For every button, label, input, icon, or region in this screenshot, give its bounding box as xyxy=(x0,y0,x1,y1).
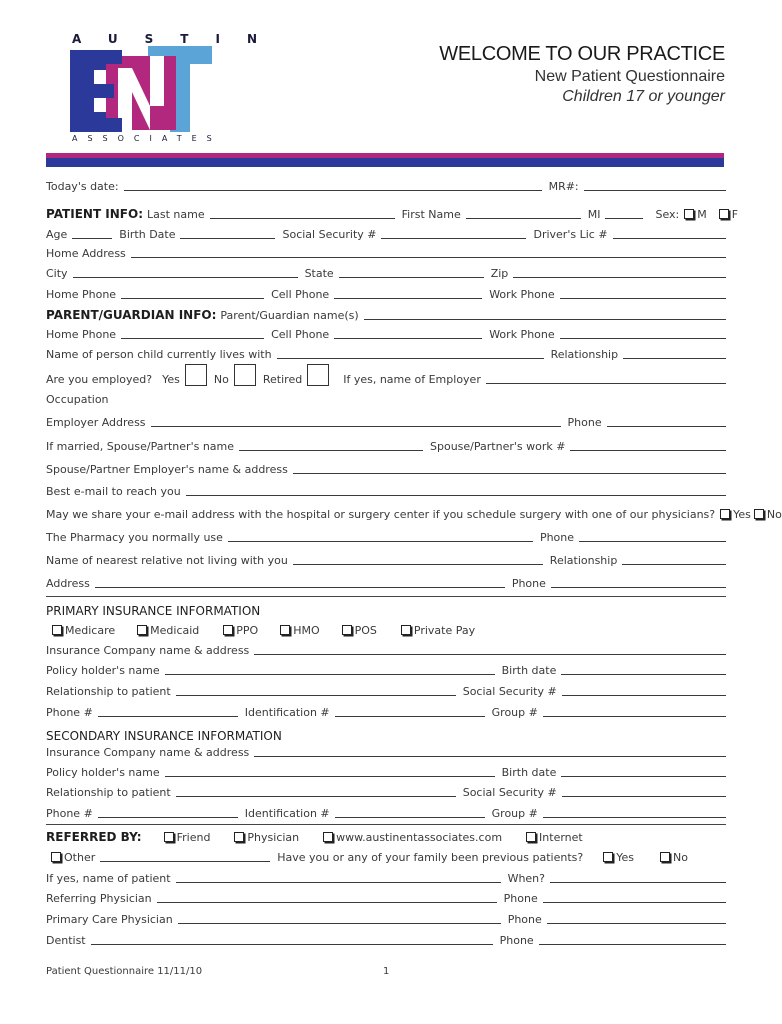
row-primary-head xyxy=(46,603,726,618)
secondary-company-field[interactable] xyxy=(254,755,726,757)
row-primary-company xyxy=(46,642,726,657)
employer-phone-label: Phone xyxy=(567,416,602,429)
secondary-ssn-label: Social Security # xyxy=(462,786,557,799)
row-share-email xyxy=(46,506,782,521)
primary-ssn-field[interactable] xyxy=(562,694,726,696)
previous-no-checkbox[interactable] xyxy=(660,852,670,862)
lives-with-field[interactable] xyxy=(277,357,544,359)
secondary-holder-label: Policy holder's name xyxy=(46,766,160,779)
relative-relationship-label: Relationship xyxy=(549,554,618,567)
pcp-field[interactable] xyxy=(178,922,501,924)
logo-top-text: AUSTIN xyxy=(72,32,284,46)
spouse-employer-field[interactable] xyxy=(293,472,726,474)
cell-phone-field[interactable] xyxy=(334,297,482,299)
primary-phone-field[interactable] xyxy=(98,715,238,717)
drivers-lic-field[interactable] xyxy=(613,237,726,239)
row-primary-relationship xyxy=(46,683,726,698)
email-field[interactable] xyxy=(186,494,726,496)
guardian-home-phone-field[interactable] xyxy=(121,337,264,339)
plan-medicaid-checkbox[interactable] xyxy=(137,625,147,635)
row-pharmacy xyxy=(46,529,726,544)
relative-address-label: Address xyxy=(46,577,90,590)
row-guardian-phones xyxy=(46,326,726,341)
guardian-work-phone-field[interactable] xyxy=(560,337,726,339)
employer-name-label: If yes, name of Employer xyxy=(343,373,481,386)
referred-other-field[interactable] xyxy=(100,860,270,862)
pcp-phone-field[interactable] xyxy=(547,922,726,924)
referring-physician-field[interactable] xyxy=(157,901,497,903)
zip-label: Zip xyxy=(490,267,509,280)
last-name-field[interactable] xyxy=(210,217,395,219)
sex-label: Sex: xyxy=(655,208,680,221)
plan-private-pay-checkbox[interactable] xyxy=(401,625,411,635)
relationship-field[interactable] xyxy=(623,357,726,359)
header-divider-bar xyxy=(46,153,724,167)
home-address-label: Home Address xyxy=(46,247,126,260)
previous-yes-checkbox[interactable] xyxy=(603,852,613,862)
header-titles xyxy=(439,43,725,106)
row-employed xyxy=(46,364,726,386)
work-phone-field[interactable] xyxy=(560,297,726,299)
home-phone-label: Home Phone xyxy=(46,288,117,301)
previous-yes-label: Yes xyxy=(616,851,634,864)
sex-m-checkbox[interactable] xyxy=(684,209,694,219)
city-label: City xyxy=(46,267,68,280)
when-field[interactable] xyxy=(550,881,726,883)
cell-phone-label: Cell Phone xyxy=(271,288,330,301)
row-primary-holder xyxy=(46,662,726,677)
primary-ident-field[interactable] xyxy=(335,715,485,717)
guardian-names-field[interactable] xyxy=(364,318,726,320)
previous-no-label: No xyxy=(672,851,688,864)
relationship-label: Relationship xyxy=(550,348,619,361)
sex-f-checkbox[interactable] xyxy=(719,209,729,219)
row-secondary-company xyxy=(46,744,726,759)
row-primary-phone xyxy=(46,704,726,719)
pcp-phone-label: Phone xyxy=(507,913,542,926)
referred-other-label: Other xyxy=(64,851,96,864)
guardian-names-label: Parent/Guardian name(s) xyxy=(220,309,359,322)
primary-relationship-label: Relationship to patient xyxy=(46,685,171,698)
email-label: Best e-mail to reach you xyxy=(46,485,181,498)
sex-m-label: M xyxy=(697,208,707,221)
primary-ssn-label: Social Security # xyxy=(462,685,557,698)
footer-doc-id: Patient Questionnaire 11/11/10 xyxy=(46,966,203,977)
share-email-yes-checkbox[interactable] xyxy=(720,509,730,519)
employed-retired-box[interactable] xyxy=(307,364,329,386)
referred-website-checkbox[interactable] xyxy=(323,832,333,842)
guardian-cell-phone-field[interactable] xyxy=(334,337,482,339)
mr-field[interactable] xyxy=(584,189,726,191)
share-email-no-label: No xyxy=(766,508,782,521)
secondary-birth-date-label: Birth date xyxy=(501,766,557,779)
primary-relationship-field[interactable] xyxy=(176,694,456,696)
practice-logo xyxy=(62,28,284,148)
mr-label: MR#: xyxy=(548,180,579,193)
row-pcp xyxy=(46,911,726,926)
primary-ident-label: Identification # xyxy=(244,706,330,719)
dentist-field[interactable] xyxy=(91,943,493,945)
spouse-name-label: If married, Spouse/Partner's name xyxy=(46,440,235,453)
row-home-address xyxy=(46,245,726,260)
primary-holder-label: Policy holder's name xyxy=(46,664,160,677)
work-phone-label: Work Phone xyxy=(489,288,555,301)
relative-phone-field[interactable] xyxy=(551,586,726,588)
occupation-label: Occupation xyxy=(46,393,109,406)
secondary-holder-field[interactable] xyxy=(165,775,495,777)
row-relative-address xyxy=(46,575,726,590)
employer-phone-field[interactable] xyxy=(607,425,726,427)
row-email xyxy=(46,483,726,498)
page-title: WELCOME TO OUR PRACTICE xyxy=(439,43,725,65)
page-subtitle: New Patient Questionnaire xyxy=(534,68,725,85)
relative-label: Name of nearest relative not living with you xyxy=(46,554,288,567)
employed-yes-label: Yes xyxy=(162,373,180,386)
state-field[interactable] xyxy=(339,276,484,278)
prev-patient-label: If yes, name of patient xyxy=(46,872,171,885)
employed-no-label: No xyxy=(213,373,229,386)
pharmacy-phone-label: Phone xyxy=(539,531,575,544)
primary-company-field[interactable] xyxy=(254,653,726,655)
row-spouse xyxy=(46,438,726,453)
dentist-label: Dentist xyxy=(46,934,86,947)
todays-date-field[interactable] xyxy=(124,189,542,191)
spouse-work-field[interactable] xyxy=(570,449,726,451)
secondary-phone-field[interactable] xyxy=(98,816,238,818)
employer-address-field[interactable] xyxy=(151,425,561,427)
plan-hmo-label: HMO xyxy=(293,624,320,637)
row-secondary-relationship xyxy=(46,784,726,799)
relative-phone-label: Phone xyxy=(511,577,546,590)
page-number: 1 xyxy=(383,966,390,977)
row-patient-name xyxy=(46,206,739,221)
row-prev-patient xyxy=(46,870,726,885)
primary-group-label: Group # xyxy=(491,706,538,719)
relative-relationship-field[interactable] xyxy=(622,563,726,565)
first-name-label: First Name xyxy=(401,208,461,221)
employed-label: Are you employed? xyxy=(46,373,153,386)
logo-bottom-text: ASSOCIATES xyxy=(72,134,222,143)
pcp-label: Primary Care Physician xyxy=(46,913,173,926)
plan-pos-label: POS xyxy=(354,624,377,637)
mi-label: MI xyxy=(587,208,601,221)
referring-phone-label: Phone xyxy=(503,892,538,905)
pharmacy-phone-field[interactable] xyxy=(579,540,726,542)
referred-internet-label: Internet xyxy=(539,831,583,844)
ssn-field[interactable] xyxy=(381,237,526,239)
row-occupation xyxy=(46,391,726,406)
section-divider-2 xyxy=(46,824,726,825)
secondary-relationship-label: Relationship to patient xyxy=(46,786,171,799)
share-email-label: May we share your e-mail address with the hospital or surgery center if you schedule surgery with one of our physicians? xyxy=(46,508,716,521)
row-referring-physician xyxy=(46,890,726,905)
secondary-group-label: Group # xyxy=(491,807,538,820)
prev-patient-field[interactable] xyxy=(176,881,501,883)
guardian-work-phone-label: Work Phone xyxy=(489,328,555,341)
when-label: When? xyxy=(507,872,545,885)
birth-date-field[interactable] xyxy=(180,237,275,239)
row-other xyxy=(46,849,726,864)
employed-yes-box[interactable] xyxy=(185,364,207,386)
row-secondary-phone xyxy=(46,805,726,820)
state-label: State xyxy=(304,267,334,280)
row-guardian xyxy=(46,307,726,322)
referred-other-checkbox[interactable] xyxy=(51,852,61,862)
row-relative xyxy=(46,552,726,567)
employer-address-label: Employer Address xyxy=(46,416,146,429)
home-address-field[interactable] xyxy=(131,256,726,258)
page-audience: Children 17 or younger xyxy=(562,88,725,105)
relative-address-field[interactable] xyxy=(95,586,505,588)
referred-friend-label: Friend xyxy=(176,831,211,844)
secondary-ident-label: Identification # xyxy=(244,807,330,820)
dentist-phone-field[interactable] xyxy=(539,943,726,945)
referring-phone-field[interactable] xyxy=(543,901,726,903)
sex-f-label: F xyxy=(731,208,739,221)
patient-info-heading: PATIENT INFO: xyxy=(46,207,144,221)
row-employer-address xyxy=(46,414,726,429)
secondary-birth-date-field[interactable] xyxy=(561,775,726,777)
row-dentist xyxy=(46,932,726,947)
city-field[interactable] xyxy=(73,276,298,278)
birth-date-label: Birth Date xyxy=(119,228,176,241)
spouse-employer-label: Spouse/Partner Employer's name & address xyxy=(46,463,288,476)
relative-field[interactable] xyxy=(293,563,543,565)
spouse-work-label: Spouse/Partner's work # xyxy=(430,440,566,453)
zip-field[interactable] xyxy=(513,276,726,278)
secondary-relationship-field[interactable] xyxy=(176,795,456,797)
primary-birth-date-label: Birth date xyxy=(501,664,557,677)
home-phone-field[interactable] xyxy=(121,297,264,299)
primary-company-label: Insurance Company name & address xyxy=(46,644,250,657)
primary-phone-label: Phone # xyxy=(46,706,93,719)
secondary-ident-field[interactable] xyxy=(335,816,485,818)
referred-friend-checkbox[interactable] xyxy=(164,832,174,842)
plan-pos-checkbox[interactable] xyxy=(342,625,352,635)
row-lives-with xyxy=(46,346,726,361)
pharmacy-field[interactable] xyxy=(228,540,533,542)
share-email-yes-label: Yes xyxy=(733,508,751,521)
employed-no-box[interactable] xyxy=(234,364,256,386)
secondary-phone-label: Phone # xyxy=(46,807,93,820)
spouse-name-field[interactable] xyxy=(239,449,423,451)
plan-medicare-label: Medicare xyxy=(65,624,116,637)
guardian-home-phone-label: Home Phone xyxy=(46,328,117,341)
referred-physician-checkbox[interactable] xyxy=(234,832,244,842)
employed-retired-label: Retired xyxy=(262,373,303,386)
row-age xyxy=(46,226,726,241)
row-spouse-employer xyxy=(46,461,726,476)
previous-patients-label: Have you or any of your family been previous patients? xyxy=(277,851,584,864)
primary-group-field[interactable] xyxy=(543,715,726,717)
plan-ppo-label: PPO xyxy=(236,624,259,637)
lives-with-label: Name of person child currently lives with xyxy=(46,348,272,361)
referring-physician-label: Referring Physician xyxy=(46,892,152,905)
secondary-insurance-heading: SECONDARY INSURANCE INFORMATION xyxy=(46,729,282,743)
row-secondary-holder xyxy=(46,764,726,779)
share-email-no-checkbox[interactable] xyxy=(754,509,764,519)
secondary-group-field[interactable] xyxy=(543,816,726,818)
referred-heading: REFERRED BY: xyxy=(46,830,142,844)
row-primary-plans xyxy=(46,622,726,637)
todays-date-label: Today's date: xyxy=(46,180,119,193)
primary-insurance-heading: PRIMARY INSURANCE INFORMATION xyxy=(46,604,261,618)
referred-internet-checkbox[interactable] xyxy=(526,832,536,842)
secondary-company-label: Insurance Company name & address xyxy=(46,746,250,759)
first-name-field[interactable] xyxy=(466,217,581,219)
plan-medicare-checkbox[interactable] xyxy=(52,625,62,635)
referred-physician-label: Physician xyxy=(247,831,300,844)
guardian-cell-phone-label: Cell Phone xyxy=(271,328,330,341)
age-label: Age xyxy=(46,228,68,241)
age-field[interactable] xyxy=(72,237,112,239)
last-name-label: Last name xyxy=(147,208,205,221)
row-todays-date xyxy=(46,178,726,193)
row-phones xyxy=(46,286,726,301)
plan-hmo-checkbox[interactable] xyxy=(280,625,290,635)
section-divider xyxy=(46,596,726,597)
secondary-ssn-field[interactable] xyxy=(562,795,726,797)
row-city xyxy=(46,265,726,280)
dentist-phone-label: Phone xyxy=(499,934,534,947)
referred-website-label: www.austinentassociates.com xyxy=(336,831,503,844)
mi-field[interactable] xyxy=(605,217,643,219)
row-secondary-head xyxy=(46,728,726,743)
pharmacy-label: The Pharmacy you normally use xyxy=(46,531,223,544)
plan-private-pay-label: Private Pay xyxy=(413,624,476,637)
employer-name-field[interactable] xyxy=(486,382,726,384)
ent-logo-mark xyxy=(70,46,215,132)
ssn-label: Social Security # xyxy=(282,228,377,241)
primary-birth-date-field[interactable] xyxy=(561,673,726,675)
plan-ppo-checkbox[interactable] xyxy=(223,625,233,635)
row-referred xyxy=(46,829,726,844)
plan-medicaid-label: Medicaid xyxy=(150,624,200,637)
drivers-lic-label: Driver's Lic # xyxy=(533,228,608,241)
primary-holder-field[interactable] xyxy=(165,673,495,675)
guardian-info-heading: PARENT/GUARDIAN INFO: xyxy=(46,308,217,322)
